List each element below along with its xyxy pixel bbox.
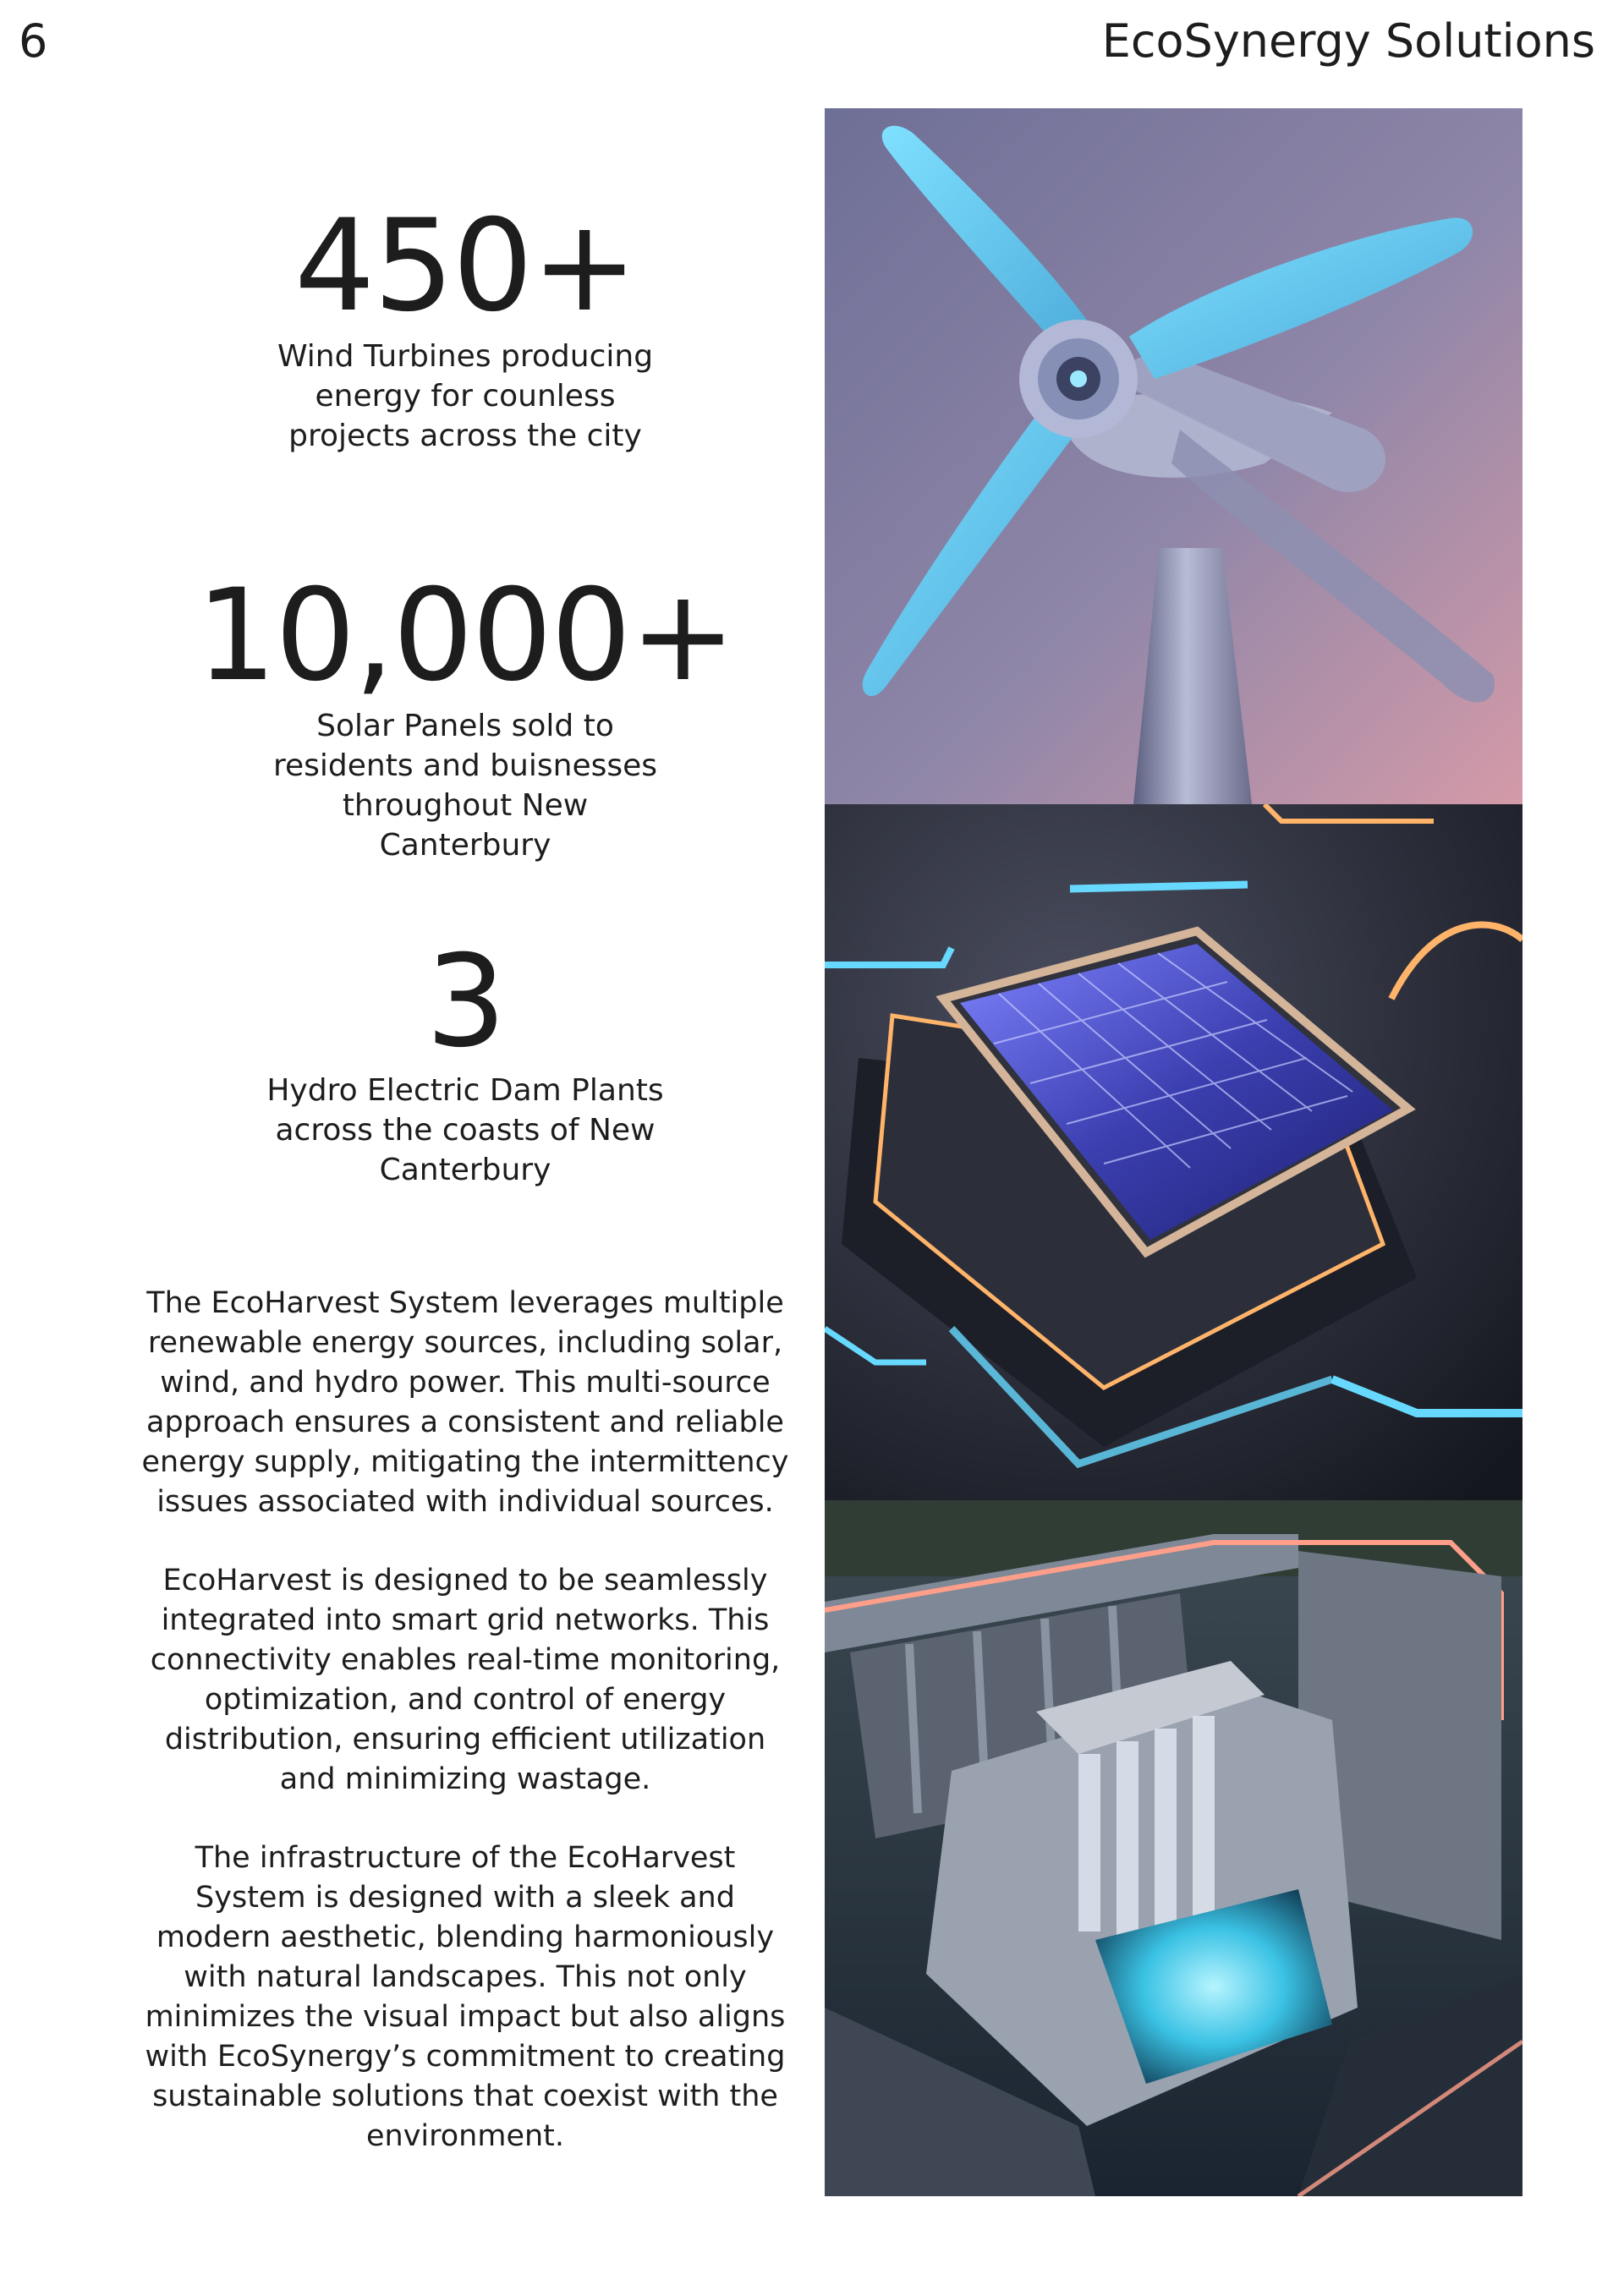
paragraph-infrastructure: The infrastructure of the EcoHarvest System is designed with a sleek and modern aesthetic, blending harmoniously with natural landscapes. This not only minimizes the visual impact but also aligns with EcoSynergy’s commitment to creating sustainable solutions that coexist with the environment. — [145, 1841, 786, 2153]
stat-value: 3 — [425, 929, 505, 1076]
stat-hydro-dams — [140, 929, 791, 1190]
stat-solar-panels — [140, 562, 791, 865]
stat-wind-turbines — [140, 193, 791, 456]
stat-value: 10,000+ — [195, 562, 735, 710]
solar-panel-illustration — [825, 804, 1522, 1500]
paragraph-multi-source: The EcoHarvest System leverages multiple renewable energy sources, including solar, wind, and hydro power. This multi-source approach ensures a consistent and reliable energy supply, mitigating the intermittency issues associated with individual sources. — [141, 1286, 789, 1519]
stat-description: Wind Turbines producing energy for counless projects across the city — [277, 339, 654, 453]
paragraph-smart-grid: EcoHarvest is designed to be seamlessly integrated into smart grid networks. This connectivity enables real-time monitoring, optimization, and control of energy distribution, ensuring efficient utilization and minimizing wastage. — [150, 1564, 781, 1796]
stat-value: 450+ — [294, 193, 636, 340]
stat-description: Solar Panels sold to residents and buisnesses throughout New Canterbury — [272, 709, 658, 863]
page-number: 6 — [19, 14, 48, 68]
brand-title: EcoSynergy Solutions — [1101, 14, 1595, 68]
wind-turbine-illustration — [825, 108, 1522, 804]
stat-description: Hydro Electric Dam Plants across the coasts of New Canterbury — [266, 1073, 664, 1187]
image-column — [825, 108, 1522, 2196]
hydro-dam-illustration — [825, 1500, 1522, 2196]
body-text — [140, 1284, 791, 2195]
